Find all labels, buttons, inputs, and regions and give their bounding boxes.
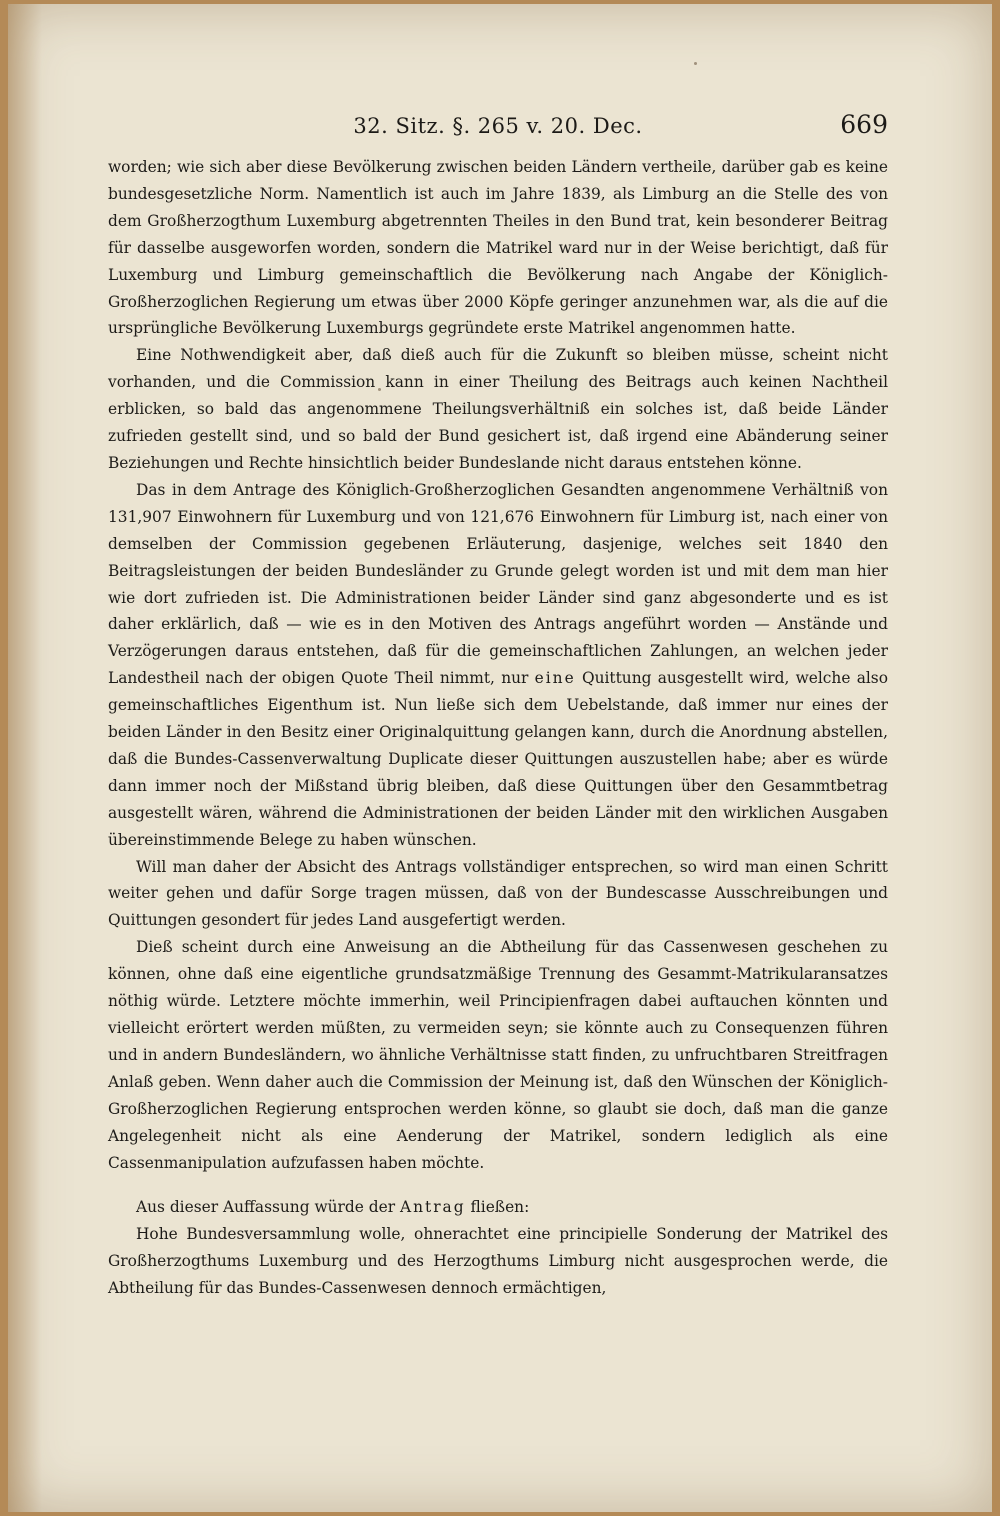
paragraph-text: Quittung ausgestellt wird, welche also gemeinschaftliches Eigenthum ist. Nun ließe sich dem Uebelstande, daß immer nur eines der beiden Länder in den Besitz einer Originalquittung gelangen kann, durch die Anordnung abstellen, daß die Bundes-Cassenverwaltung Duplicate dieser Quittungen auszustellen habe; aber es würde dann immer noch der Mißstand übrig bleiben, daß diese Quittungen über den Gesammtbetrag ausgestellt wären, während die Administrationen der beiden Länder mit den wirklichen Ausgaben übereinstimmende Belege zu haben wünschen. — [108, 669, 888, 849]
paragraph: Will man daher der Absicht des Antrags vollständiger entsprechen, so wird man einen Schritt weiter gehen und dafür Sorge tragen müssen, daß von der Bundescasse Ausschreibungen und Quittungen gesondert für jedes Land ausgefertigt werden. — [108, 857, 888, 930]
running-title: 32. Sitz. §. 265 v. 20. Dec. — [353, 114, 643, 138]
motion-text: Hohe Bundesversammlung wolle, ohnerachtet eine principielle Sonderung der Matrikel des Großherzogthums Luxemburg und des Herzogthums Limburg nicht ausgesprochen werde, die Abtheilung für das Bundes-Cassenwesen dennoch ermächtigen, — [108, 1225, 888, 1298]
paragraph-text: Aus dieser Auffassung würde der — [136, 1198, 396, 1217]
page-number: 669 — [840, 110, 888, 139]
paragraph — [108, 477, 888, 854]
paragraph-text: Das in dem Antrage des Königlich-Großherzoglichen Gesandten angenommene Verhältniß von 131,907 Einwohnern für Luxemburg und von 121,676 Einwohnern für Limburg ist, nach einer von demselben der Commission gegebenen Erläuterung, dasjenige, welches seit 1840 den Beitragsleistungen der beiden Bundesländer zu Grunde gelegt worden ist und mit dem man hier wie dort zufrieden ist. Die Administrationen beider Länder sind ganz abgesonderte und es ist daher erklärlich, daß — wie es in den Motiven des Antrags angeführt worden — Anstände und Verzögerungen daraus entstehen, daß für die gemeinschaftlichen Zahlungen, an welchen jeder Landestheil nach der obigen Quote Theil nimmt, nur — [108, 480, 888, 688]
paragraph: Eine Nothwendigkeit aber, daß dieß auch für die Zukunft so bleiben müsse, scheint nicht vorhanden, und die Commission kann in einer Theilung des Beitrags auch keinen Nachtheil erblicken, so bald das angenommene Theilungsverhältniß ein solches ist, daß beide Länder zufrieden gestellt sind, und so bald der Bund gesichert ist, daß irgend eine Abänderung seiner Beziehungen und Rechte hinsichtlich beider Bundeslande nicht daraus entstehen könne. — [108, 346, 888, 472]
paragraph: Dieß scheint durch eine Anweisung an die Abtheilung für das Cassenwesen geschehen zu können, ohne daß eine eigentliche grundsatzmäßige Trennung des Gesammt-Matrikularansatzes nöthig würde. Letztere möchte immerhin, weil Principienfragen dabei auftauchen könnten und vielleicht erörtert werden müßten, zu vermeiden seyn; sie könnte auch zu Consequenzen führen und in andern Bundesländern, wo ähnliche Verhältnisse statt finden, zu unfruchtbaren Streitfragen Anlaß geben. Wenn daher auch die Commission der Meinung ist, daß den Wünschen der Königlich-Großherzoglichen Regierung entsprochen werden könne, so glaubt sie doch, daß man die ganze Angelegenheit nicht als eine Aenderung der Matrikel, sondern lediglich als eine Cassenmanipulation aufzufassen haben möchte. — [108, 938, 888, 1172]
emphasized-word: eine — [534, 669, 576, 688]
running-head — [108, 110, 888, 148]
page-gutter-shadow — [8, 4, 42, 1512]
paragraph: worden; wie sich aber diese Bevölkerung zwischen beiden Ländern vertheile, darüber gab es keine bundesgesetzliche Norm. Namentlich ist auch im Jahre 1839, als Limburg an die Stelle des von dem Großherzogthum Luxemburg abgetrennten Theiles in den Bund trat, kein besonderer Beitrag für dasselbe ausgeworfen worden, sondern die Matrikel ward nur in der Weise berichtigt, daß für Luxemburg und Limburg gemeinschaftlich die Bevölkerung nach Angabe der Königlich-Großherzoglichen Regierung um etwas über 2000 Köpfe geringer anzunehmen war, als die auf die ursprüngliche Bevölkerung Luxemburgs gegründete erste Matrikel angenommen hatte. — [108, 158, 888, 338]
body-text — [108, 154, 888, 1302]
paper-speck — [694, 62, 697, 65]
emphasized-word: Antrag — [399, 1198, 466, 1217]
motion-intro — [108, 1194, 888, 1221]
paragraph-text: fließen: — [470, 1198, 530, 1217]
book-page — [8, 4, 992, 1512]
